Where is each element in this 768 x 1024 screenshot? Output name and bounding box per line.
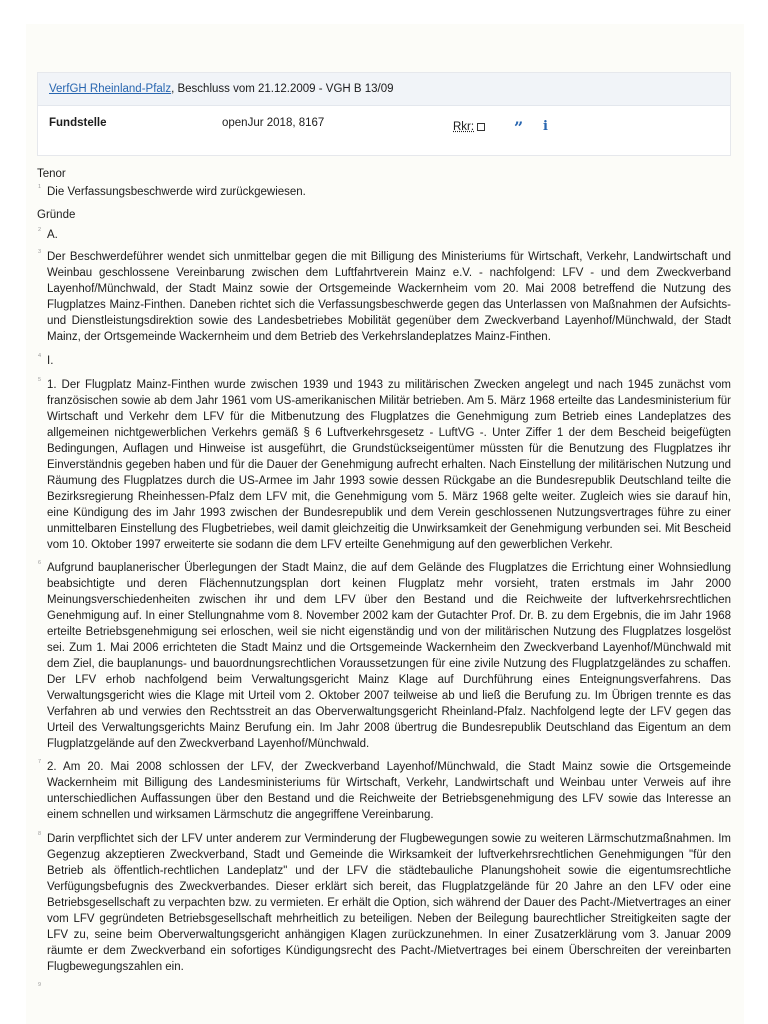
- citation-bar: [38, 73, 730, 106]
- gruende-heading: Gründe: [37, 209, 76, 221]
- paragraph-3: [37, 249, 731, 345]
- paragraph-text: 1. Der Flugplatz Mainz-Finthen wurde zwischen 1939 und 1943 zu militärischen Zwecken angelegt und nach 1945 zunächst vom französischen sowie ab dem Jahr 1961 vom US-amerikanischen Militär betrieben. Am 5. März 1968 erteilte das Landesministerium für Wirtschaft und Verkehr dem LFV für die Mitbenutzung des Flugplatzes die Genehmigung zum Betrieb eines Landeplatzes des allgemeinen nichtgewerblichen Verkehrs gemäß § 6 Luftverkehrsgesetz - LuftVG -. Unter Ziffer 1 der dem Bescheid beigefügten Bedingungen, Auflagen und Hinweise ist ausgeführt, die Grundstückseigentümer müssten für die Benutzung des Flugplatzes ihr Einverständnis gegeben haben und für die Dauer der Genehmigung aufrecht erhalten. Nach Einstellung der militärischen Nutzung und Räumung des Flugplatzes durch die US-Armee im Jahr 1993 sowie dessen Rückgabe an die Bundesrepublik Deutschland teilte die Bezirksregierung Rheinhessen-Pfalz dem LFV mit, die Genehmigung vom 5. März 1968 gelte weiter. Zugleich wies sie darauf hin, eine Kündigung des im Jahr 1993 zwischen der Bundesrepublik und dem Verein geschlossenen Nutzungsvertrages führe zu einer unmittelbaren Einstellung des Flugbetriebes, weil damit gleichzeitig die Unwirksamkeit der Genehmigung verbunden sei. Mit Bescheid vom 10. Oktober 1997 erweiterte sie sodann die dem LFV erteilte Genehmigung auf den gewerblichen Verkehr.: [47, 379, 731, 551]
- paragraph-text: I.: [47, 355, 54, 367]
- document-body: [37, 166, 731, 988]
- rkr-checkbox[interactable]: [477, 123, 485, 131]
- paragraph-6: [37, 560, 731, 752]
- paragraph-text: A.: [47, 229, 58, 241]
- paragraph-text: Aufgrund bauplanerischer Überlegungen der Stadt Mainz, die auf dem Gelände des Flugplatzes die Errichtung einer Wohnsiedlung beabsichtigte und deren Flächennutzungsplan dort keinen Flugplatz mehr vorsieht, traten erstmals im Jahr 2000 Meinungsverschiedenheiten zwischen ihr und dem LFV über den Bestand und die Reichweite der luftverkehrsrechtlichen Genehmigung auf. In einer Stellungnahme vom 8. November 2002 kam der Gutachter Prof. Dr. B. zu dem Ergebnis, die im Jahr 1968 erteilte Betriebsgenehmigung sei erloschen, weil sie nicht eigenständig und von der militärischen Nutzung des Flugplatzes losgelöst sei. Zum 1. Mai 2006 errichteten die Stadt Mainz und die Ortsgemeinde Wackernheim den Zweckverband Layenhof/Münchwald mit dem Ziel, die bauplanungs- und bauordnungsrechtlichen Voraussetzungen für eine zivile Nutzung des Flugplatzgeländes zu schaffen. Der LFV erhob nachfolgend beim Verwaltungsgericht Mainz Klage auf Durchführung eines Enteignungsverfahrens. Das Verwaltungsgericht wies die Klage mit Urteil vom 2. Oktober 2007 teilweise ab und ließ die Berufung zu. Im Übrigen trennte es das Verfahren ab und verwies den Rechtsstreit an das Oberverwaltungsgericht Rheinland-Pfalz. Nachfolgend legte der LFV gegen das Urteil des Verwaltungsgerichts Mainz Berufung ein. Im Jahr 2008 übertrug die Bundesrepublik Deutschland das Eigentum an dem Flugplatzgelände auf den Zweckverband Layenhof/Münchwald.: [47, 562, 731, 750]
- paragraph-text: Der Beschwerdeführer wendet sich unmittelbar gegen die mit Billigung des Ministeriums für Wirtschaft, Verkehr, Landwirtschaft und Weinbau geschlossene Vereinbarung zwischen dem Luftfahrtverein Mainz e.V. - nachfolgend: LFV - und dem Zweckverband Layenhof/Münchwald, der Stadt Mainz sowie der Ortsgemeinde Wackernheim vom 20. Mai 2008 betreffend die Nutzung des Flugplatzes Mainz-Finthen. Daneben richtet sich die Verfassungsbeschwerde gegen das Unterlassen von Maßnahmen der Aufsichts- und Dienstleistungsdirektion sowie des Landesbetriebes Mobilität gegenüber dem Zweckverband Layenhof/Münchwald, der Stadt Mainz, der Ortsgemeinde Wackernheim und dem Betrieb des Verkehrslandeplatzes Mainz-Finthen.: [47, 251, 731, 343]
- paragraph-number: 2: [38, 227, 42, 233]
- paragraph-number: 7: [38, 759, 42, 765]
- fundstelle-row: [49, 117, 730, 137]
- paragraph-2: [37, 227, 731, 243]
- paragraph-5: [37, 377, 731, 553]
- court-link[interactable]: VerfGH Rheinland-Pfalz: [49, 83, 172, 95]
- paragraph-4: [37, 353, 731, 369]
- paragraph-number: 3: [38, 249, 42, 255]
- paragraph-number: 5: [38, 377, 42, 383]
- quote-icon[interactable]: ”: [514, 118, 524, 137]
- info-icon[interactable]: i: [543, 119, 548, 134]
- paragraph-1: [37, 184, 731, 200]
- paragraph-number: 4: [38, 353, 42, 359]
- paragraph-number: 6: [38, 560, 42, 566]
- rkr-indicator: [453, 121, 485, 133]
- fundstelle-value: openJur 2018, 8167: [222, 117, 325, 129]
- document-header-card: [37, 72, 731, 156]
- paragraph-text: Darin verpflichtet sich der LFV unter anderem zur Verminderung der Flugbewegungen sowie zu weiteren Lärmschutzmaßnahmen. Im Gegenzug akzeptieren Zweckverband, Stadt und Gemeinde die Wirksamkeit der luftverkehrsrechtlichen Genehmigungen "für den Betrieb als öffentlich-rechtlichen Landeplatz" und der LFV die städtebauliche Planungshoheit sowie die eigentumsrechtliche Verfügungsbefugnis des Zweckverbandes. Dieser erklärt sich bereit, das Flugplatzgelände für 20 Jahre an den LFV oder eine Betriebsgesellschaft zu verpachten bzw. zu vermieten. Er erhält die Option, sich während der Dauer des Pacht-/Mietvertrages an einer vom LFV gegründeten Betriebsgesellschaft mehrheitlich zu beteiligen. Neben der Beilegung baurechtlicher Streitigkeiten sagte der LFV zu, seine beim Oberverwaltungsgericht anhängigen Klagen zurückzunehmen. In einer Zusatzerklärung vom 3. Januar 2009 räumte er dem Zweckverband ein sofortiges Kündigungsrecht des Pacht-/Mietvertrages bei einem Überschreiten der vereinbarten Flugbewegungszahlen ein.: [47, 833, 731, 973]
- paragraph-text: Die Verfassungsbeschwerde wird zurückgewiesen.: [47, 186, 306, 198]
- paragraph-7: [37, 759, 731, 823]
- decision-reference: , Beschluss vom 21.12.2009 - VGH B 13/09: [171, 83, 394, 95]
- paragraph-text: 2. Am 20. Mai 2008 schlossen der LFV, der Zweckverband Layenhof/Münchwald, die Stadt Mainz sowie die Ortsgemeinde Wackernheim mit Billigung des Landesministeriums für Wirtschaft, Verkehr, Landwirtschaft und Weinbau unter Verweis auf ihre unterschiedlichen Auffassungen über den Bestand und die Reichweite der Betriebsgenehmigung des LFV sowie das Interesse an einem schnellen und wirksamen Lärmschutz die angegriffene Vereinbarung.: [47, 761, 731, 821]
- paragraph-number: 8: [38, 831, 42, 837]
- tenor-heading: Tenor: [37, 168, 66, 180]
- paragraph-number: 1: [38, 184, 42, 190]
- fundstelle-label: Fundstelle: [49, 117, 107, 129]
- paragraph-8: [37, 831, 731, 975]
- paragraph-number: 9: [38, 982, 42, 988]
- rkr-label: Rkr:: [453, 121, 475, 133]
